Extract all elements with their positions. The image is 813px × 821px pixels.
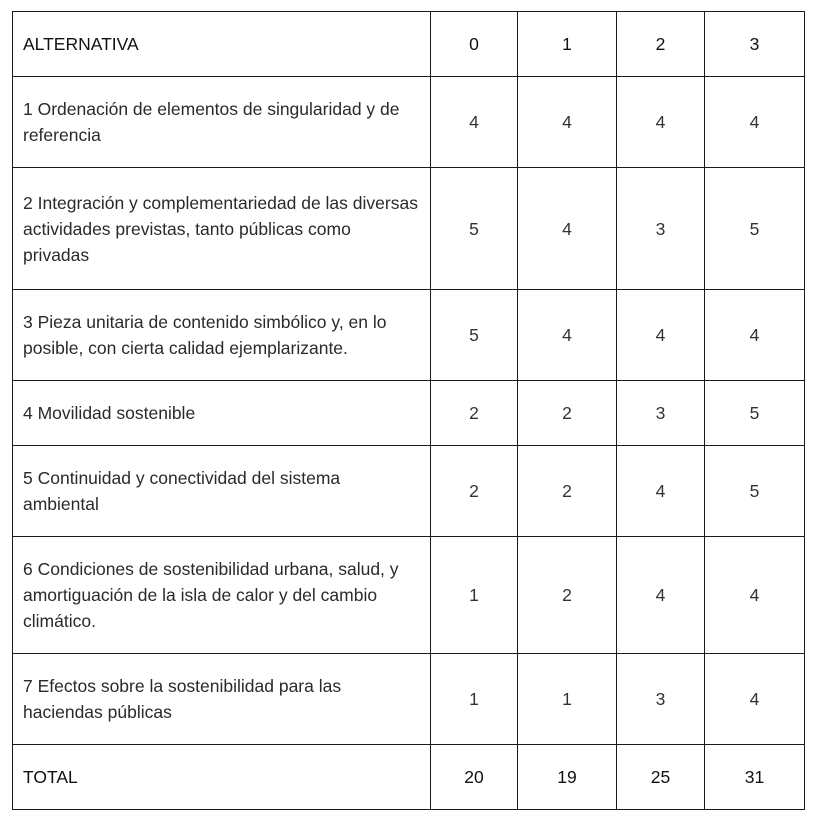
table-row (13, 290, 805, 381)
score-cell: 5 (705, 446, 805, 537)
score-cell: 1 (518, 654, 617, 745)
criterion-cell: 4 Movilidad sostenible (13, 381, 431, 446)
score-cell: 2 (518, 446, 617, 537)
score-cell: 5 (705, 168, 805, 290)
score-cell: 4 (705, 290, 805, 381)
score-cell: 4 (617, 446, 705, 537)
criterion-cell: 3 Pieza unitaria de contenido simbólico y, en lo posible, con cierta calidad ejemplarizante. (13, 290, 431, 381)
score-cell: 2 (431, 446, 518, 537)
table-row (13, 446, 805, 537)
total-label: TOTAL (13, 745, 431, 810)
table-row (13, 168, 805, 290)
total-value: 19 (518, 745, 617, 810)
criterion-cell: 6 Condiciones de sostenibilidad urbana, salud, y amortiguación de la isla de calor y del cambio climático. (13, 537, 431, 654)
table-row (13, 654, 805, 745)
score-cell: 1 (431, 654, 518, 745)
score-cell: 1 (431, 537, 518, 654)
total-row (13, 745, 805, 810)
criterion-cell: 1 Ordenación de elementos de singularidad y de referencia (13, 77, 431, 168)
score-cell: 3 (617, 654, 705, 745)
header-alternative-2: 2 (617, 12, 705, 77)
score-cell: 2 (518, 381, 617, 446)
score-cell: 2 (431, 381, 518, 446)
header-alternative-1: 1 (518, 12, 617, 77)
score-cell: 5 (705, 381, 805, 446)
total-value: 31 (705, 745, 805, 810)
header-alternative-0: 0 (431, 12, 518, 77)
score-cell: 4 (705, 537, 805, 654)
score-cell: 5 (431, 168, 518, 290)
table-row (13, 537, 805, 654)
criterion-cell: 2 Integración y complementariedad de las diversas actividades previstas, tanto públicas como privadas (13, 168, 431, 290)
score-cell: 4 (518, 290, 617, 381)
header-row (13, 12, 805, 77)
score-cell: 4 (705, 654, 805, 745)
evaluation-table (12, 11, 805, 810)
header-alternative-3: 3 (705, 12, 805, 77)
score-cell: 4 (617, 77, 705, 168)
header-label: ALTERNATIVA (13, 12, 431, 77)
criterion-cell: 5 Continuidad y conectividad del sistema ambiental (13, 446, 431, 537)
score-cell: 4 (431, 77, 518, 168)
score-cell: 4 (518, 168, 617, 290)
score-cell: 3 (617, 381, 705, 446)
score-cell: 5 (431, 290, 518, 381)
table-row (13, 381, 805, 446)
score-cell: 4 (705, 77, 805, 168)
score-cell: 4 (518, 77, 617, 168)
score-cell: 2 (518, 537, 617, 654)
criterion-cell: 7 Efectos sobre la sostenibilidad para las haciendas públicas (13, 654, 431, 745)
table-row (13, 77, 805, 168)
score-cell: 4 (617, 290, 705, 381)
score-cell: 4 (617, 537, 705, 654)
total-value: 25 (617, 745, 705, 810)
total-value: 20 (431, 745, 518, 810)
score-cell: 3 (617, 168, 705, 290)
